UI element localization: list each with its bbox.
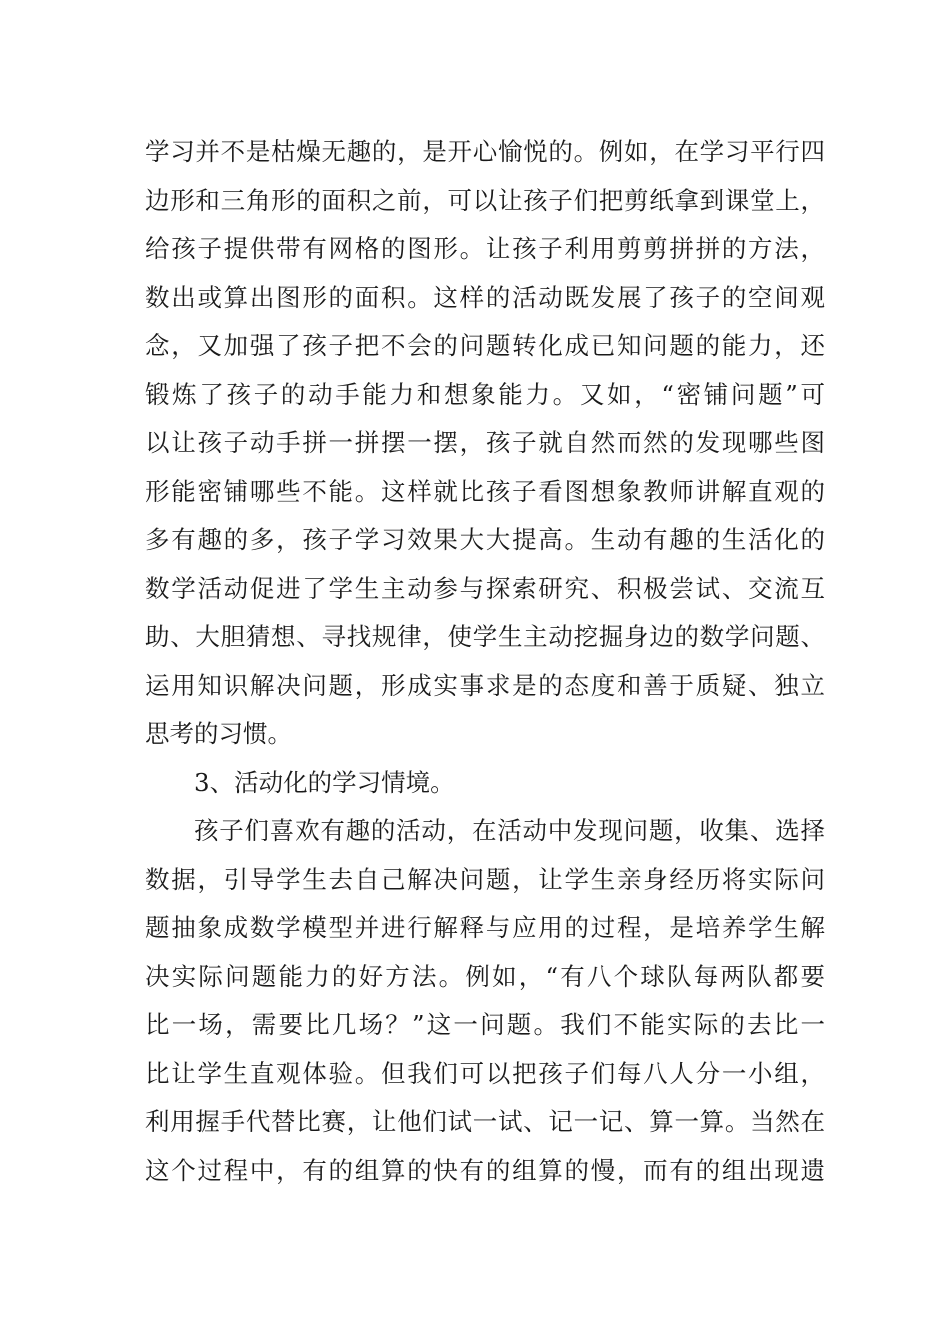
text-line: 这个过程中，有的组算的快有的组算的慢，而有的组出现遗 [145,1155,825,1185]
text-line: 比一场，需要比几场？”这一问题。我们不能实际的去比一 [145,1010,825,1039]
text-line: 形能密铺哪些不能。这样就比孩子看图想象教师讲解直观的 [145,476,825,506]
text-line: 边形和三角形的面积之前，可以让孩子们把剪纸拿到课堂上， [145,185,825,215]
paragraph-end-line: 思考的习惯。 [145,719,292,748]
text-line: 数出或算出图形的面积。这样的活动既发展了孩子的空间观 [145,282,825,312]
section-heading: 3、活动化的学习情境。 [194,767,455,797]
text-line: 数据，引导学生去自己解决问题，让学生亲身经历将实际问 [145,864,825,894]
text-line: 助、大胆猜想、寻找规律，使学生主动挖掘身边的数学问题、 [145,622,825,651]
text-line: 利用握手代替比赛，让他们试一试、记一记、算一算。当然在 [145,1107,825,1136]
body-text [145,128,825,1195]
text-line: 多有趣的多，孩子学习效果大大提高。生动有趣的生活化的 [145,525,825,554]
paragraph-first-line: 孩子们喜欢有趣的活动，在活动中发现问题，收集、选择 [194,816,825,845]
text-line: 锻炼了孩子的动手能力和想象能力。又如，“密铺问题”可 [145,379,825,409]
text-line: 给孩子提供带有网格的图形。让孩子利用剪剪拼拼的方法， [145,234,825,263]
text-line: 运用知识解决问题，形成实事求是的态度和善于质疑、独立 [145,670,825,700]
text-line: 念，又加强了孩子把不会的问题转化成已知问题的能力，还 [145,331,825,360]
text-line: 比让学生直观体验。但我们可以把孩子们每八人分一小组， [145,1058,825,1088]
text-line: 题抽象成数学模型并进行解释与应用的过程，是培养学生解 [145,913,825,942]
text-line: 决实际问题能力的好方法。例如，“有八个球队每两队都要 [145,961,825,991]
text-line: 数学活动促进了学生主动参与探索研究、积极尝试、交流互 [145,573,825,603]
text-line: 学习并不是枯燥无趣的，是开心愉悦的。例如，在学习平行四 [145,137,825,166]
text-line: 以让孩子动手拼一拼摆一摆，孩子就自然而然的发现哪些图 [145,428,825,457]
